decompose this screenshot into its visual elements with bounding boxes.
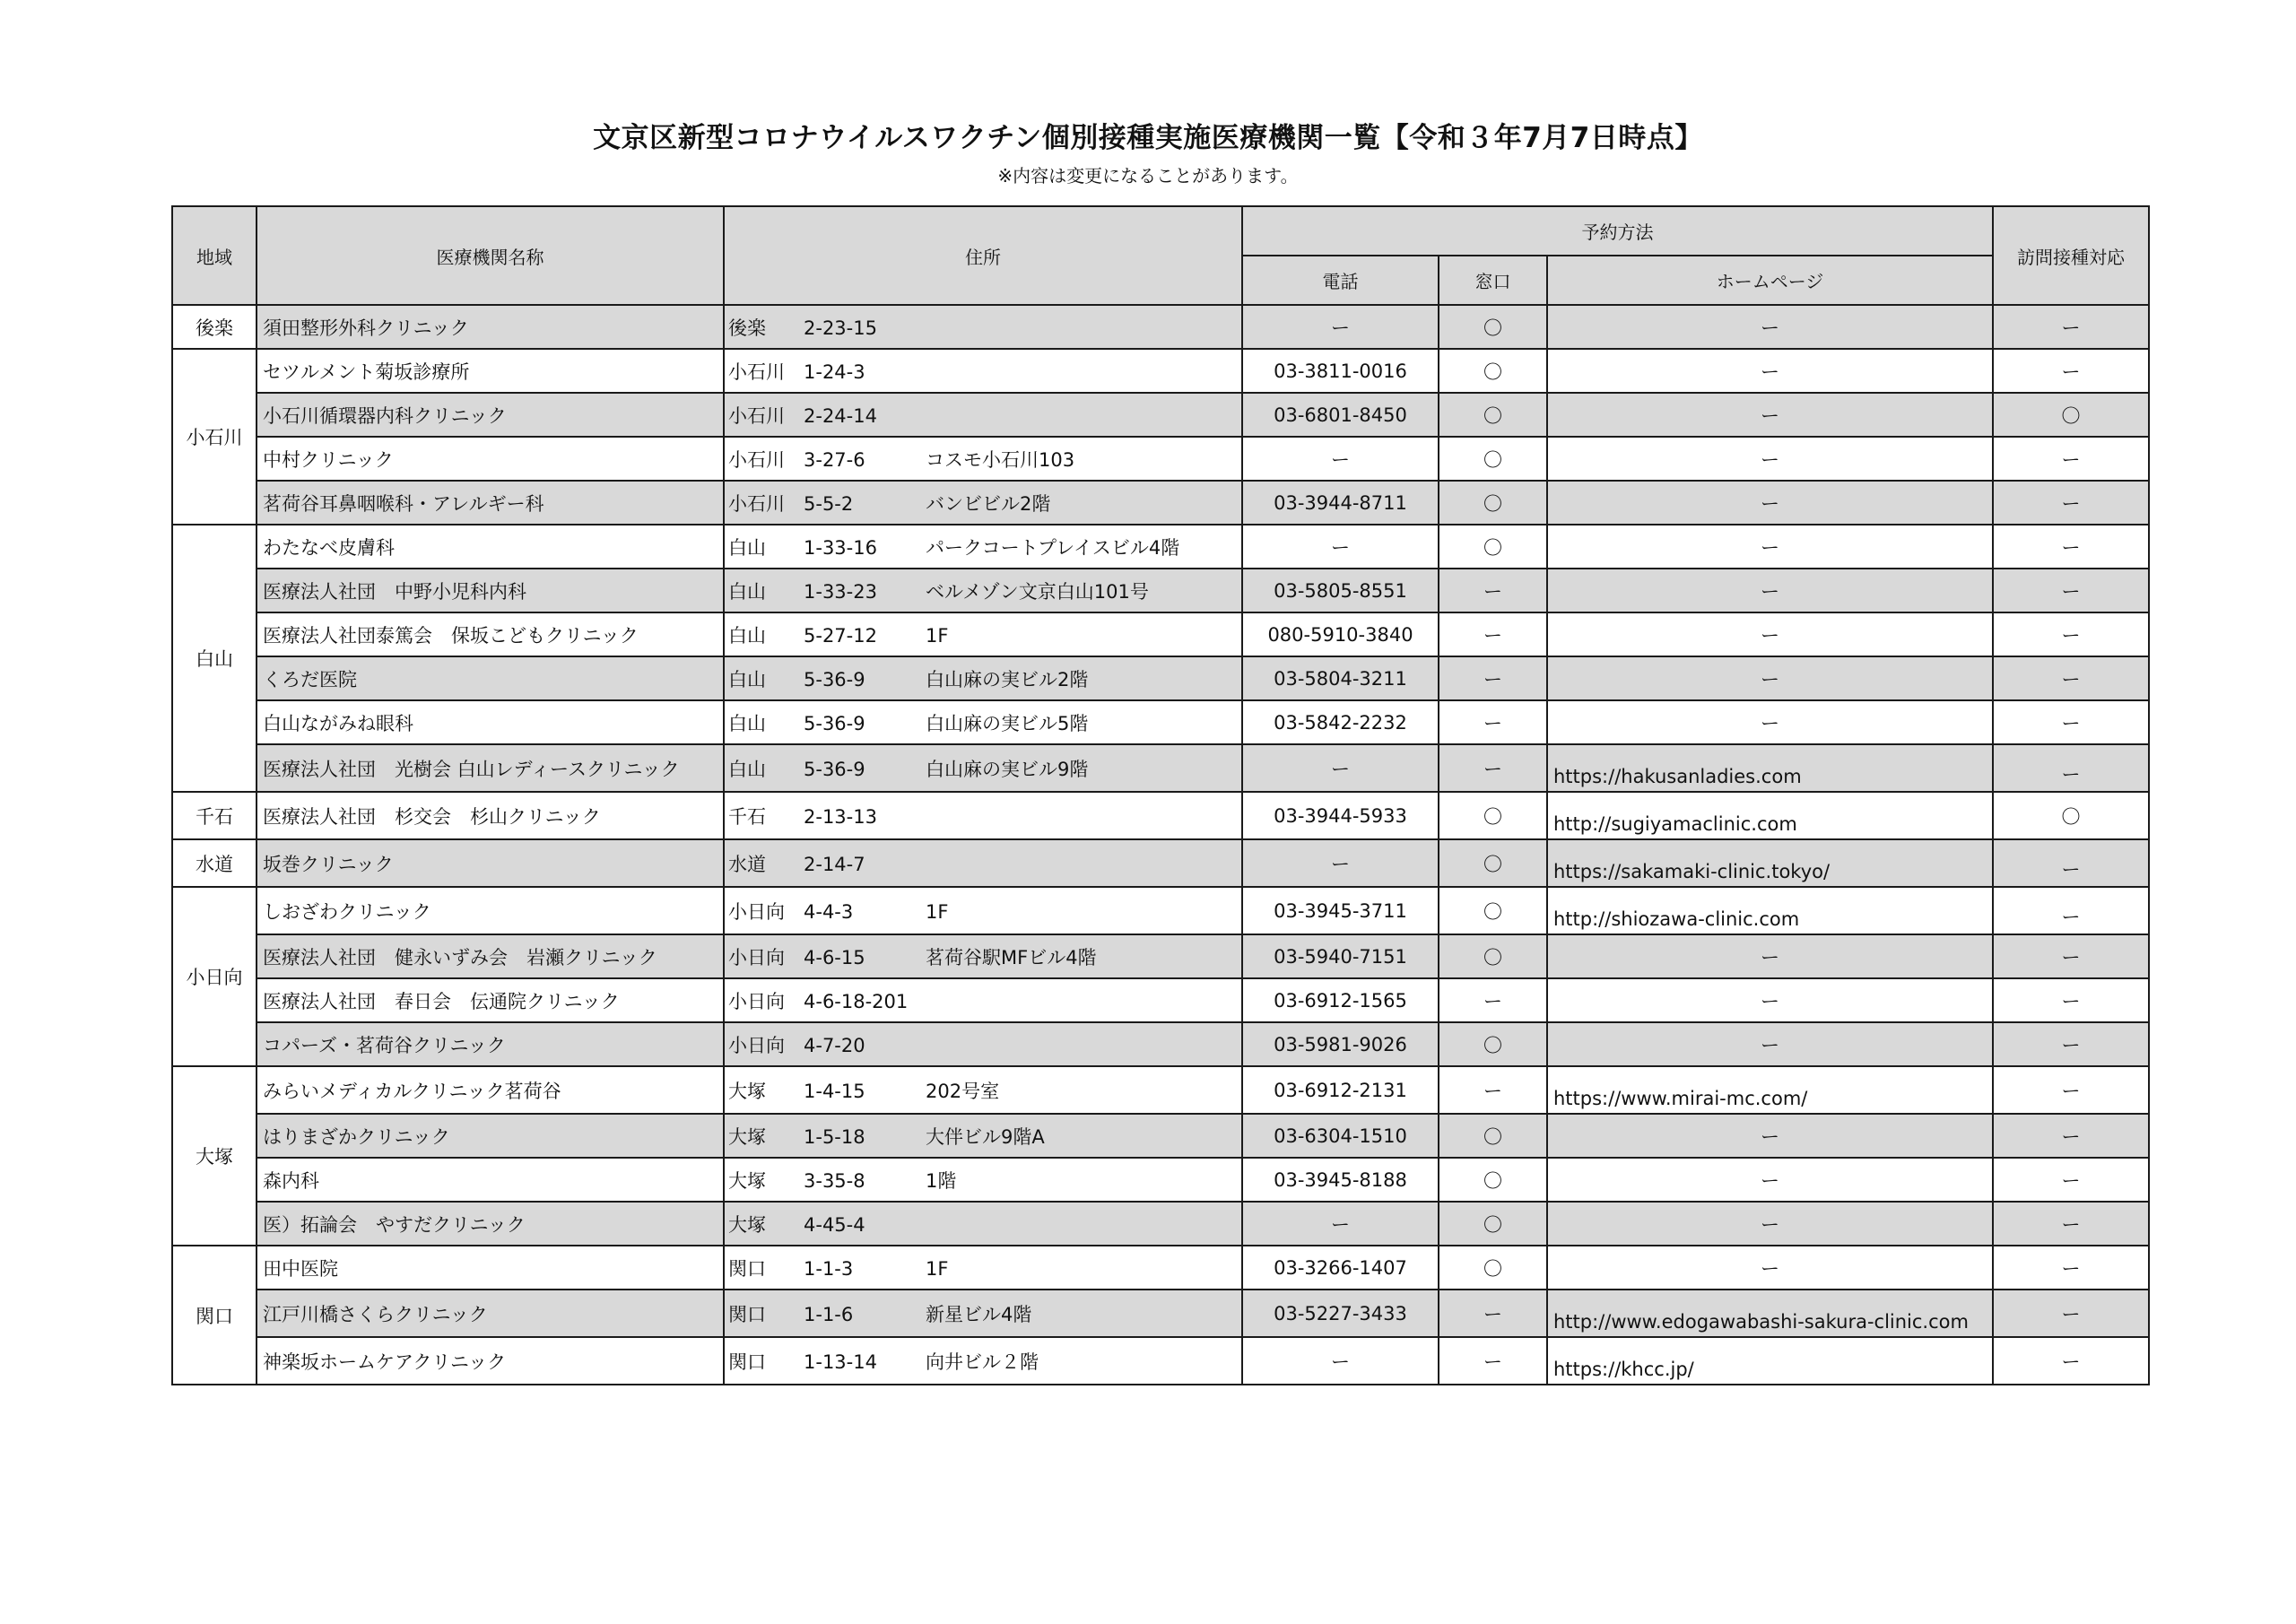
table-row <box>172 978 2149 1022</box>
window-cell: 〇 <box>1439 437 1547 481</box>
clinic-name: 中村クリニック <box>257 437 724 481</box>
table-row <box>172 1246 2149 1290</box>
phone-cell: 03-5805-8551 <box>1242 569 1439 612</box>
window-cell: 〇 <box>1439 525 1547 569</box>
address-cell <box>724 656 1242 700</box>
address-town: 小日向 <box>728 900 785 923</box>
phone-cell: 03-6912-1565 <box>1242 978 1439 1022</box>
homepage-cell: ー <box>1547 481 1993 525</box>
visit-cell: ー <box>1993 1202 2149 1246</box>
phone-cell: 03-6912-2131 <box>1242 1066 1439 1114</box>
homepage-link[interactable]: https://www.mirai-mc.com/ <box>1547 1066 1993 1114</box>
area-cell: 関口 <box>172 1246 257 1385</box>
clinic-name: はりまざかクリニック <box>257 1114 724 1158</box>
window-cell: 〇 <box>1439 305 1547 349</box>
homepage-link[interactable]: https://hakusanladies.com <box>1547 744 1993 792</box>
address-town: 後楽 <box>728 317 766 339</box>
phone-cell: 03-5842-2232 <box>1242 700 1439 744</box>
address-town: 小日向 <box>728 1034 785 1056</box>
phone-cell: 03-3266-1407 <box>1242 1246 1439 1290</box>
window-cell: ー <box>1439 744 1547 792</box>
visit-cell: ー <box>1993 569 2149 612</box>
col-header-name: 医療機関名称 <box>257 206 724 305</box>
address-cell <box>724 1246 1242 1290</box>
address-number: 2-13-13 <box>804 805 877 828</box>
address-cell <box>724 1337 1242 1385</box>
clinic-name: 森内科 <box>257 1158 724 1202</box>
address-number: 1-33-23 <box>804 580 877 603</box>
address-building: ベルメゾン文京白山101号 <box>926 580 1149 603</box>
address-number: 5-36-9 <box>804 758 865 780</box>
address-town: 関口 <box>728 1257 766 1280</box>
homepage-cell: ー <box>1547 934 1993 978</box>
address-cell <box>724 481 1242 525</box>
table-row <box>172 437 2149 481</box>
address-cell <box>724 1158 1242 1202</box>
window-cell: 〇 <box>1439 1202 1547 1246</box>
col-header-address: 住所 <box>724 206 1242 305</box>
table-row <box>172 1066 2149 1114</box>
clinic-name: 医）拓論会 やすだクリニック <box>257 1202 724 1246</box>
visit-cell: ー <box>1993 1114 2149 1158</box>
address-town: 小石川 <box>728 448 785 471</box>
window-cell: ー <box>1439 656 1547 700</box>
visit-cell: ー <box>1993 1246 2149 1290</box>
area-cell: 大塚 <box>172 1066 257 1246</box>
clinic-name: 白山ながみね眼科 <box>257 700 724 744</box>
address-number: 1-1-3 <box>804 1257 854 1280</box>
address-number: 1-24-3 <box>804 360 865 383</box>
area-cell: 後楽 <box>172 305 257 349</box>
area-cell: 小石川 <box>172 349 257 525</box>
window-cell: 〇 <box>1439 481 1547 525</box>
visit-cell: ー <box>1993 305 2149 349</box>
window-cell: 〇 <box>1439 792 1547 839</box>
address-town: 白山 <box>728 624 766 647</box>
address-cell <box>724 349 1242 393</box>
address-building: 白山麻の実ビル2階 <box>926 668 1089 690</box>
homepage-cell: ー <box>1547 1114 1993 1158</box>
phone-cell: ー <box>1242 839 1439 887</box>
visit-cell: ー <box>1993 934 2149 978</box>
homepage-cell: ー <box>1547 1202 1993 1246</box>
window-cell: ー <box>1439 1337 1547 1385</box>
window-cell: 〇 <box>1439 393 1547 437</box>
homepage-link[interactable]: https://khcc.jp/ <box>1547 1337 1993 1385</box>
homepage-link[interactable]: http://shiozawa-clinic.com <box>1547 887 1993 934</box>
address-number: 1-1-6 <box>804 1303 854 1325</box>
clinic-name: くろだ医院 <box>257 656 724 700</box>
col-header-area: 地域 <box>172 206 257 305</box>
address-number: 1-33-16 <box>804 536 877 559</box>
homepage-cell: ー <box>1547 612 1993 656</box>
address-building: パークコートプレイスビル4階 <box>926 536 1180 559</box>
visit-cell: ー <box>1993 481 2149 525</box>
address-building: コスモ小石川103 <box>926 448 1075 471</box>
visit-cell: ー <box>1993 1290 2149 1337</box>
address-cell <box>724 934 1242 978</box>
clinic-name: 須田整形外科クリニック <box>257 305 724 349</box>
page-title: 文京区新型コロナウイルスワクチン個別接種実施医療機関一覧【令和３年7月7日時点】 <box>593 122 1703 154</box>
table-header <box>172 206 2149 305</box>
address-building: 1F <box>926 1257 949 1280</box>
address-town: 白山 <box>728 536 766 559</box>
address-number: 5-36-9 <box>804 712 865 734</box>
address-number: 4-7-20 <box>804 1034 865 1056</box>
address-cell <box>724 393 1242 437</box>
homepage-cell: ー <box>1547 1158 1993 1202</box>
visit-cell: ー <box>1993 437 2149 481</box>
visit-cell: ー <box>1993 887 2149 934</box>
table-row <box>172 700 2149 744</box>
address-building: 新星ビル4階 <box>926 1303 1032 1325</box>
table-row <box>172 934 2149 978</box>
address-number: 1-5-18 <box>804 1125 865 1148</box>
address-town: 白山 <box>728 668 766 690</box>
homepage-cell: ー <box>1547 656 1993 700</box>
address-town: 小日向 <box>728 990 785 1012</box>
phone-cell: 03-3944-8711 <box>1242 481 1439 525</box>
phone-cell: 03-5981-9026 <box>1242 1022 1439 1066</box>
table-row <box>172 792 2149 839</box>
address-cell <box>724 978 1242 1022</box>
address-town: 水道 <box>728 853 766 875</box>
table-row <box>172 1022 2149 1066</box>
clinic-name: 田中医院 <box>257 1246 724 1290</box>
window-cell: ー <box>1439 1290 1547 1337</box>
address-town: 大塚 <box>728 1080 766 1102</box>
address-cell <box>724 792 1242 839</box>
table-body <box>172 305 2149 1385</box>
phone-cell: 03-3945-3711 <box>1242 887 1439 934</box>
address-building: 白山麻の実ビル5階 <box>926 712 1089 734</box>
table-row <box>172 1290 2149 1337</box>
address-town: 関口 <box>728 1303 766 1325</box>
visit-cell: ー <box>1993 978 2149 1022</box>
window-cell: 〇 <box>1439 839 1547 887</box>
address-building: 202号室 <box>926 1080 1000 1102</box>
phone-cell: ー <box>1242 744 1439 792</box>
address-town: 小石川 <box>728 492 785 515</box>
window-cell: 〇 <box>1439 887 1547 934</box>
table-row <box>172 305 2149 349</box>
phone-cell: 03-5804-3211 <box>1242 656 1439 700</box>
window-cell: 〇 <box>1439 1114 1547 1158</box>
address-building: 1F <box>926 624 949 647</box>
address-cell <box>724 1022 1242 1066</box>
address-town: 小日向 <box>728 946 785 968</box>
visit-cell: ー <box>1993 656 2149 700</box>
table-row <box>172 1202 2149 1246</box>
phone-cell: ー <box>1242 525 1439 569</box>
page-note: ※内容は変更になることがあります。 <box>997 165 1299 187</box>
phone-cell: ー <box>1242 1337 1439 1385</box>
window-cell: ー <box>1439 569 1547 612</box>
clinic-name: コパーズ・茗荷谷クリニック <box>257 1022 724 1066</box>
homepage-cell: ー <box>1547 1022 1993 1066</box>
address-cell <box>724 744 1242 792</box>
address-cell <box>724 569 1242 612</box>
col-header-phone: 電話 <box>1242 256 1439 305</box>
window-cell: 〇 <box>1439 349 1547 393</box>
visit-cell: ー <box>1993 1337 2149 1385</box>
address-cell <box>724 1114 1242 1158</box>
visit-cell: ー <box>1993 1022 2149 1066</box>
address-number: 2-14-7 <box>804 853 865 875</box>
phone-cell: 03-5227-3433 <box>1242 1290 1439 1337</box>
table-row <box>172 393 2149 437</box>
table-row <box>172 1337 2149 1385</box>
window-cell: ー <box>1439 1066 1547 1114</box>
homepage-cell: ー <box>1547 349 1993 393</box>
visit-cell: ー <box>1993 700 2149 744</box>
address-town: 白山 <box>728 758 766 780</box>
window-cell: 〇 <box>1439 1022 1547 1066</box>
address-number: 4-45-4 <box>804 1213 865 1236</box>
address-cell <box>724 437 1242 481</box>
clinic-name: 医療法人社団 健永いずみ会 岩瀬クリニック <box>257 934 724 978</box>
table-row <box>172 349 2149 393</box>
phone-cell: 03-3944-5933 <box>1242 792 1439 839</box>
visit-cell: ー <box>1993 612 2149 656</box>
address-cell <box>724 700 1242 744</box>
homepage-link[interactable]: http://www.edogawabashi-sakura-clinic.com <box>1547 1290 1993 1337</box>
area-cell: 水道 <box>172 839 257 887</box>
table-row <box>172 744 2149 792</box>
address-town: 大塚 <box>728 1125 766 1148</box>
clinic-name: しおざわクリニック <box>257 887 724 934</box>
address-cell <box>724 305 1242 349</box>
clinic-name: みらいメディカルクリニック茗荷谷 <box>257 1066 724 1114</box>
address-number: 3-35-8 <box>804 1169 865 1192</box>
address-building: 1階 <box>926 1169 957 1192</box>
clinic-table <box>171 205 2150 1385</box>
visit-cell: ー <box>1993 1066 2149 1114</box>
window-cell: 〇 <box>1439 934 1547 978</box>
address-number: 4-6-15 <box>804 946 865 968</box>
address-town: 千石 <box>728 805 766 828</box>
clinic-name: 医療法人社団 光樹会 白山レディースクリニック <box>257 744 724 792</box>
window-cell: 〇 <box>1439 1246 1547 1290</box>
phone-cell: 03-6801-8450 <box>1242 393 1439 437</box>
col-header-visit: 訪問接種対応 <box>1993 206 2149 305</box>
visit-cell: ー <box>1993 839 2149 887</box>
address-number: 5-36-9 <box>804 668 865 690</box>
clinic-name: 神楽坂ホームケアクリニック <box>257 1337 724 1385</box>
homepage-cell: ー <box>1547 437 1993 481</box>
address-building: 茗荷谷駅MFビル4階 <box>926 946 1097 968</box>
address-cell <box>724 1066 1242 1114</box>
address-number: 5-27-12 <box>804 624 877 647</box>
homepage-cell: ー <box>1547 393 1993 437</box>
homepage-cell: ー <box>1547 525 1993 569</box>
phone-cell: 03-6304-1510 <box>1242 1114 1439 1158</box>
homepage-cell: ー <box>1547 305 1993 349</box>
address-number: 1-13-14 <box>804 1350 877 1373</box>
address-cell <box>724 1290 1242 1337</box>
visit-cell: 〇 <box>1993 792 2149 839</box>
visit-cell: ー <box>1993 349 2149 393</box>
window-cell: ー <box>1439 700 1547 744</box>
table-row <box>172 1114 2149 1158</box>
homepage-cell: ー <box>1547 1246 1993 1290</box>
clinic-name: 医療法人社団 杉交会 杉山クリニック <box>257 792 724 839</box>
address-number: 4-6-18-201 <box>804 990 909 1012</box>
col-header-homepage: ホームページ <box>1547 256 1993 305</box>
address-building: 大伴ビル9階A <box>926 1125 1045 1148</box>
area-cell: 白山 <box>172 525 257 792</box>
address-town: 白山 <box>728 580 766 603</box>
table-row <box>172 887 2149 934</box>
visit-cell: 〇 <box>1993 393 2149 437</box>
col-header-window: 窓口 <box>1439 256 1547 305</box>
address-number: 2-24-14 <box>804 404 877 427</box>
address-town: 大塚 <box>728 1169 766 1192</box>
clinic-name: 坂巻クリニック <box>257 839 724 887</box>
col-header-reservation: 予約方法 <box>1242 206 1993 256</box>
address-cell <box>724 1202 1242 1246</box>
address-town: 関口 <box>728 1350 766 1373</box>
window-cell: ー <box>1439 978 1547 1022</box>
clinic-name: わたなべ皮膚科 <box>257 525 724 569</box>
table-row <box>172 569 2149 612</box>
clinic-name: 小石川循環器内科クリニック <box>257 393 724 437</box>
phone-cell: ー <box>1242 437 1439 481</box>
window-cell: ー <box>1439 612 1547 656</box>
clinic-name: 医療法人社団 春日会 伝通院クリニック <box>257 978 724 1022</box>
address-cell <box>724 887 1242 934</box>
visit-cell: ー <box>1993 525 2149 569</box>
address-cell <box>724 612 1242 656</box>
address-building: 白山麻の実ビル9階 <box>926 758 1089 780</box>
table-row <box>172 1158 2149 1202</box>
phone-cell: 03-3811-0016 <box>1242 349 1439 393</box>
address-building: 向井ビル２階 <box>926 1350 1039 1373</box>
table-row <box>172 656 2149 700</box>
address-building: バンビビル2階 <box>926 492 1051 515</box>
area-cell: 小日向 <box>172 887 257 1066</box>
homepage-cell: ー <box>1547 700 1993 744</box>
homepage-cell: ー <box>1547 978 1993 1022</box>
address-number: 1-4-15 <box>804 1080 865 1102</box>
address-building: 1F <box>926 900 949 923</box>
table-row <box>172 612 2149 656</box>
clinic-name: 医療法人社団 中野小児科内科 <box>257 569 724 612</box>
visit-cell: ー <box>1993 744 2149 792</box>
homepage-link[interactable]: https://sakamaki-clinic.tokyo/ <box>1547 839 1993 887</box>
table-row <box>172 525 2149 569</box>
clinic-name: 茗荷谷耳鼻咽喉科・アレルギー科 <box>257 481 724 525</box>
area-cell: 千石 <box>172 792 257 839</box>
homepage-link[interactable]: http://sugiyamaclinic.com <box>1547 792 1993 839</box>
phone-cell: 03-5940-7151 <box>1242 934 1439 978</box>
window-cell: 〇 <box>1439 1158 1547 1202</box>
visit-cell: ー <box>1993 1158 2149 1202</box>
table-row <box>172 839 2149 887</box>
table-row <box>172 481 2149 525</box>
clinic-name: 江戸川橋さくらクリニック <box>257 1290 724 1337</box>
address-town: 小石川 <box>728 360 785 383</box>
address-town: 白山 <box>728 712 766 734</box>
homepage-cell: ー <box>1547 569 1993 612</box>
address-number: 4-4-3 <box>804 900 854 923</box>
phone-cell: ー <box>1242 1202 1439 1246</box>
address-town: 小石川 <box>728 404 785 427</box>
address-number: 3-27-6 <box>804 448 865 471</box>
phone-cell: ー <box>1242 305 1439 349</box>
phone-cell: 080-5910-3840 <box>1242 612 1439 656</box>
phone-cell: 03-3945-8188 <box>1242 1158 1439 1202</box>
address-number: 5-5-2 <box>804 492 854 515</box>
address-cell <box>724 839 1242 887</box>
address-town: 大塚 <box>728 1213 766 1236</box>
address-cell <box>724 525 1242 569</box>
clinic-name: 医療法人社団泰篤会 保坂こどもクリニック <box>257 612 724 656</box>
address-number: 2-23-15 <box>804 317 877 339</box>
clinic-name: セツルメント菊坂診療所 <box>257 349 724 393</box>
